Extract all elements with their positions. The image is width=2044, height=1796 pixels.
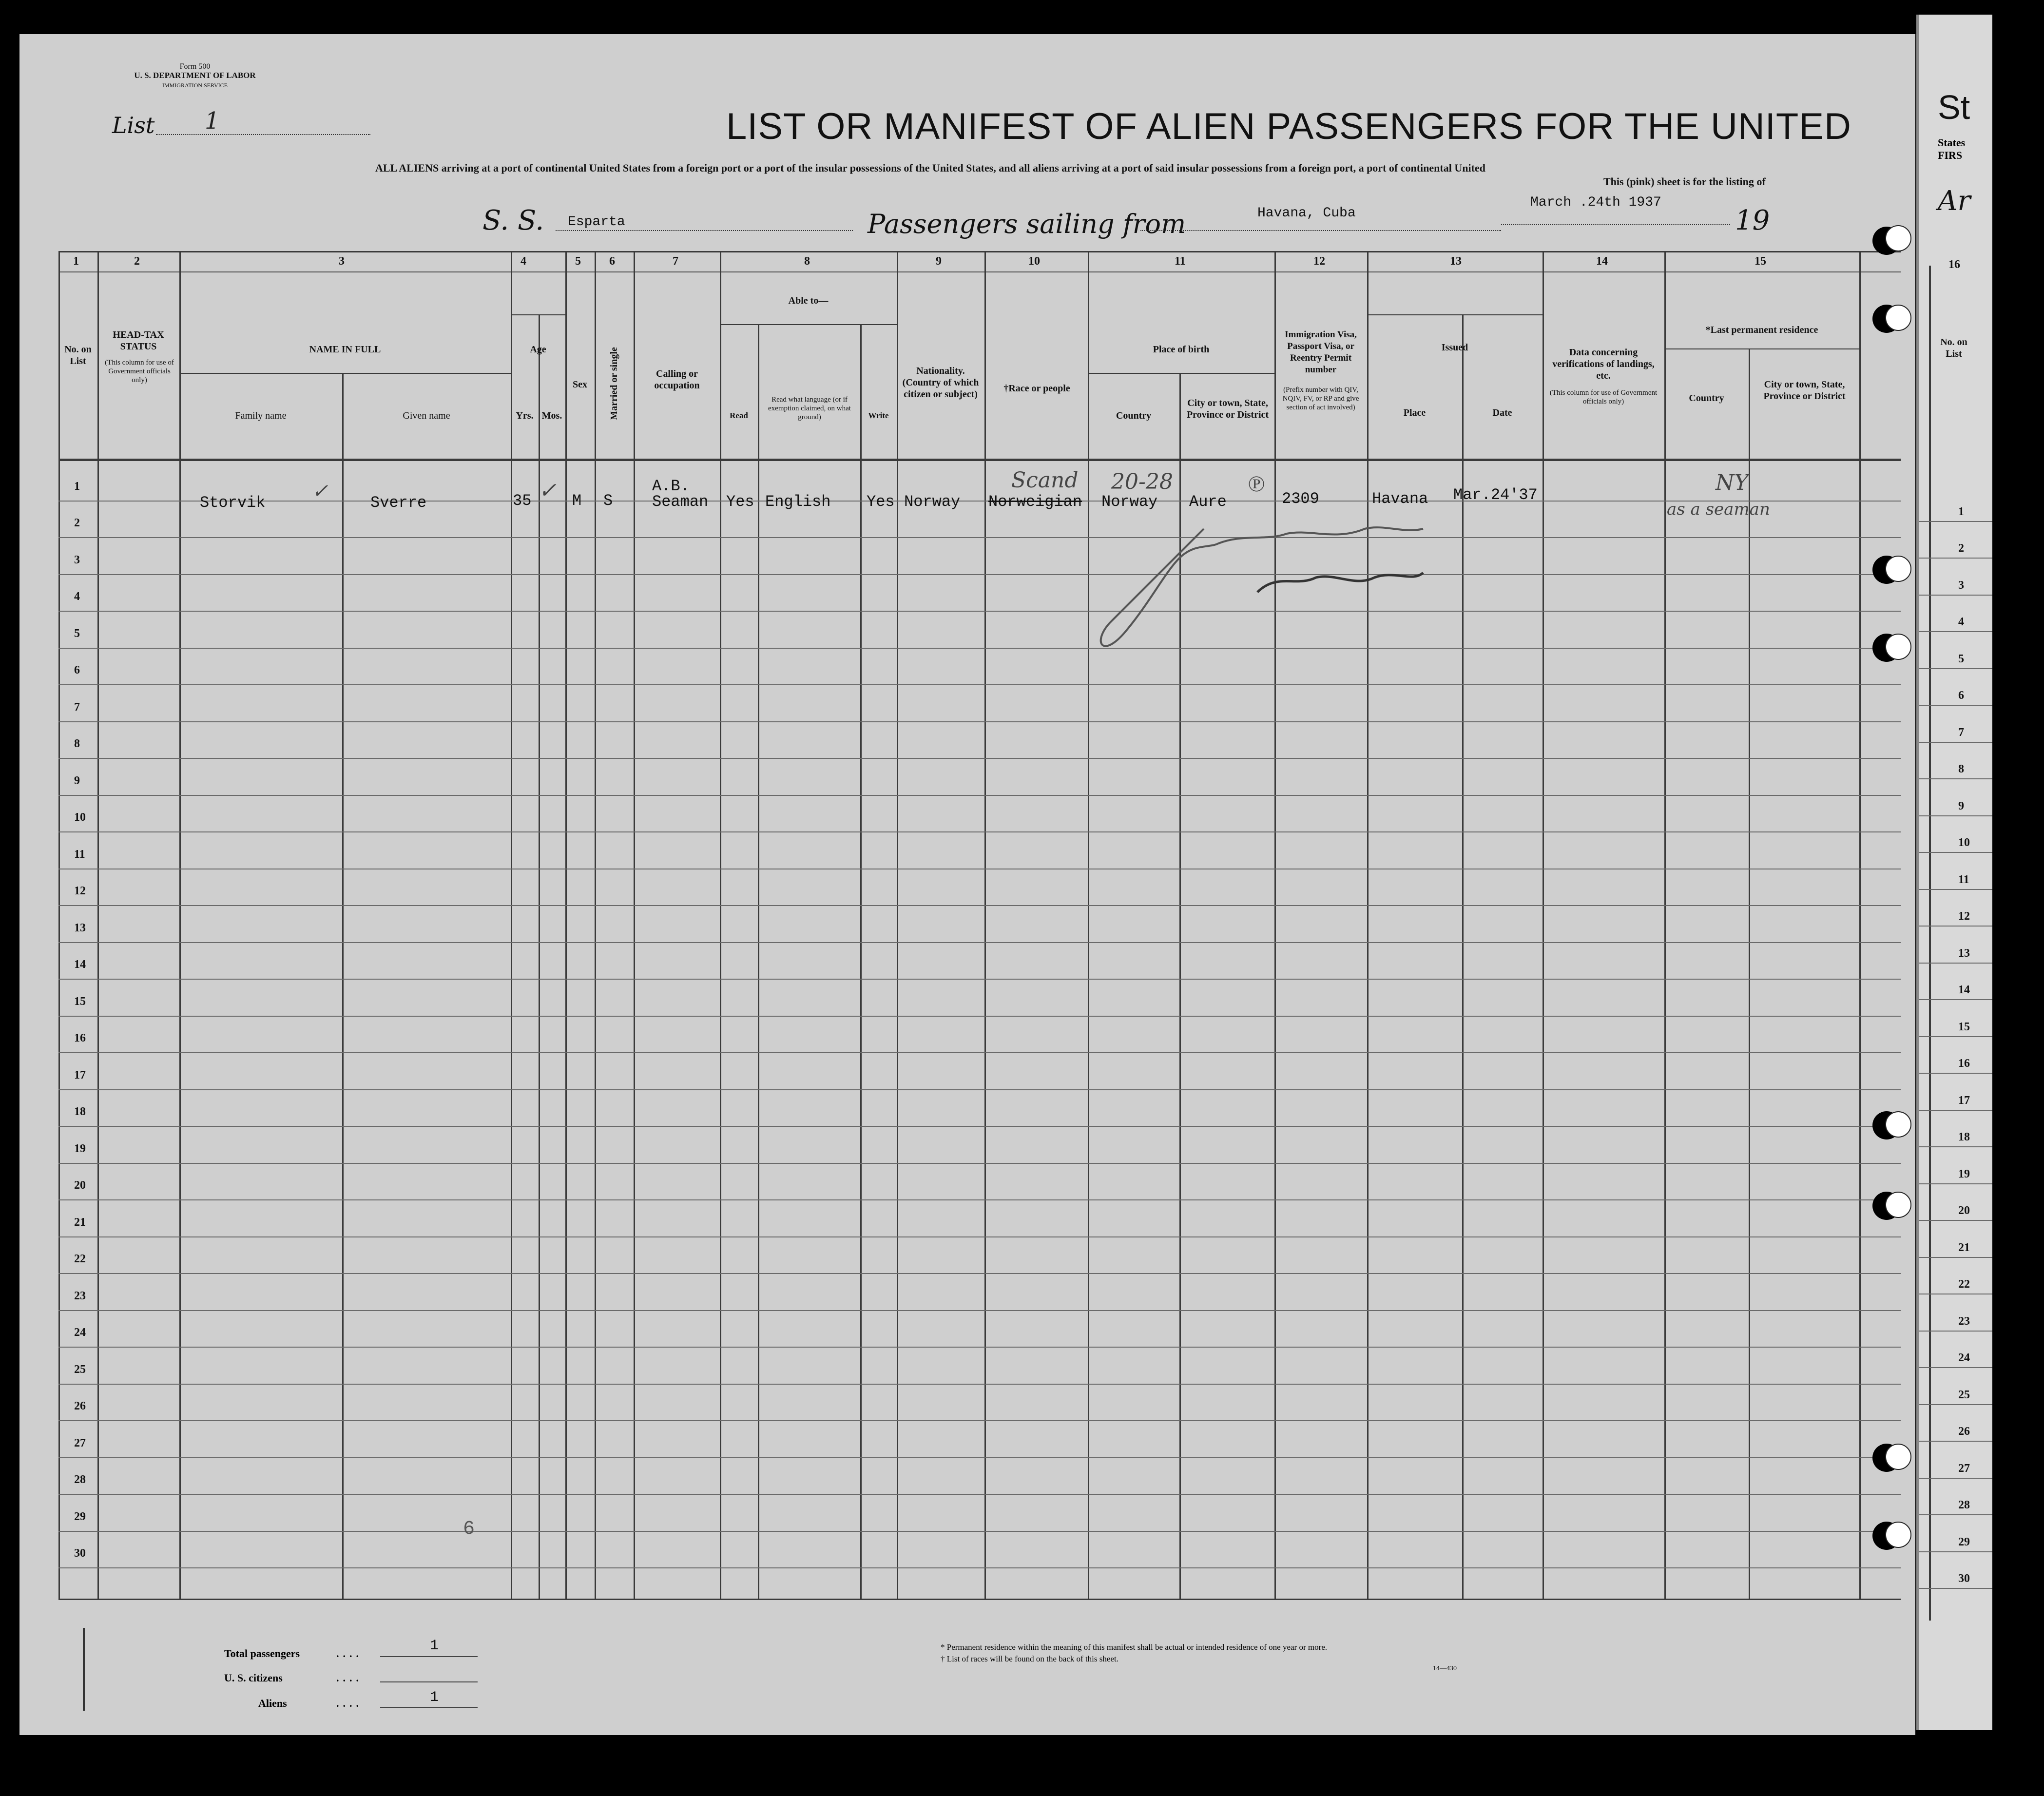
passenger-birth-country: Norway (1101, 493, 1158, 511)
margin-mark (83, 1628, 85, 1711)
row-line (58, 537, 1901, 538)
row-number: 6 (74, 664, 80, 676)
passenger-family-name: Storvik (200, 494, 266, 512)
row-line (58, 1384, 1901, 1385)
row-number: 22 (74, 1253, 86, 1265)
row-number: 1 (74, 480, 80, 493)
col-num-11: 11 (1175, 255, 1186, 268)
adjacent-row-line (1919, 889, 1992, 890)
hdr-sex: Sex (573, 379, 587, 390)
adjacent-row-line (1919, 1441, 1992, 1442)
adjacent-text-ar: Ar (1938, 185, 1971, 217)
adjacent-row-line (1919, 742, 1992, 743)
adjacent-row-number: 5 (1958, 652, 1964, 665)
hdr-write: Write (868, 411, 889, 420)
check-mark-icon: ✓ (312, 480, 328, 502)
passenger-issued-place: Havana (1372, 490, 1428, 508)
row-number: 25 (74, 1363, 86, 1376)
row-line (58, 905, 1901, 906)
binder-hole (1885, 1522, 1911, 1548)
hdr-no-on-list: No. on List (64, 344, 92, 367)
passenger-visa: 2309 (1282, 490, 1319, 508)
passenger-age: 35 (513, 492, 532, 510)
row-line (58, 1457, 1901, 1458)
adjacent-row-number: 19 (1958, 1167, 1970, 1180)
col-num-7: 7 (673, 255, 678, 268)
row-number: 5 (74, 627, 80, 640)
adjacent-row-line (1919, 1036, 1992, 1037)
adjacent-row-number: 28 (1958, 1499, 1970, 1511)
adjacent-row-line (1919, 1551, 1992, 1552)
row-number: 12 (74, 885, 86, 897)
binder-hole (1885, 1444, 1911, 1470)
row-number: 18 (74, 1105, 86, 1118)
adjacent-row-line (1919, 595, 1992, 596)
row-line (58, 1310, 1901, 1311)
adjacent-row-line (1919, 778, 1992, 779)
sailing-line (1140, 230, 1501, 231)
adjacent-row-line (1919, 1073, 1992, 1074)
hdr-family-name: Family name (235, 410, 287, 421)
adjacent-row-number: 7 (1958, 726, 1964, 739)
total-line (380, 1656, 478, 1657)
adjacent-row-number: 21 (1958, 1241, 1970, 1254)
visa-mark: ℗ (1248, 470, 1265, 497)
hdr-head-tax: HEAD-TAX STATUS (113, 329, 164, 352)
adjacent-row-number: 20 (1958, 1204, 1970, 1217)
col-num-10: 10 (1028, 255, 1040, 268)
adjacent-row-line (1919, 1183, 1992, 1184)
binder-hole (1885, 1192, 1911, 1218)
adjacent-row-number: 1 (1958, 505, 1964, 518)
col-num-2: 2 (134, 255, 140, 268)
row-number: 3 (74, 553, 80, 566)
adjacent-row-line (1919, 1110, 1992, 1111)
row-number: 17 (74, 1068, 86, 1081)
adjacent-row-line (1919, 705, 1992, 706)
adjacent-row-line (1919, 521, 1992, 522)
passenger-language: English (765, 493, 831, 511)
total-label: Total passengers (224, 1647, 300, 1660)
col-num-14: 14 (1596, 255, 1608, 268)
footnote-1: * Permanent residence within the meaning of this manifest shall be actual or intended residence of one year or more. (941, 1642, 1328, 1652)
hdr-last-residence: *Last permanent residence (1705, 325, 1818, 335)
adjacent-row-line (1919, 1331, 1992, 1332)
check-mark-icon: ✓ (539, 478, 557, 503)
row-number: 26 (74, 1400, 86, 1412)
binder-hole (1885, 305, 1911, 331)
dots: .... (336, 1647, 363, 1660)
row-line (58, 795, 1901, 796)
adjacent-row-number: 27 (1958, 1462, 1970, 1475)
adjacent-row-number: 10 (1958, 836, 1970, 849)
adjacent-row-number: 26 (1958, 1425, 1970, 1438)
adjacent-title: St (1938, 88, 1970, 126)
adjacent-row-line (1919, 558, 1992, 559)
aliens-line (380, 1707, 478, 1708)
row-line (58, 648, 1901, 649)
residence-hand-2: as a seaman (1667, 500, 1770, 519)
row-number: 21 (74, 1216, 86, 1229)
adjacent-row-number: 6 (1958, 689, 1964, 702)
passenger-read: Yes (726, 493, 754, 511)
aliens-value: 1 (430, 1689, 439, 1706)
list-number: 1 (205, 107, 220, 135)
adjacent-row-line (1919, 668, 1992, 669)
col-num-4: 4 (521, 255, 526, 268)
row-line (58, 1199, 1901, 1200)
adjacent-row-number: 22 (1958, 1278, 1970, 1291)
col-num-1: 1 (73, 255, 79, 268)
binder-hole (1885, 225, 1911, 251)
row-line (58, 1494, 1901, 1495)
hdr-date: Date (1492, 407, 1512, 418)
sailing-date: March .24th 1937 (1530, 195, 1661, 210)
row-line (58, 1236, 1901, 1237)
adjacent-row-number: 8 (1958, 763, 1964, 775)
adjacent-row-line (1919, 1257, 1992, 1258)
hdr-landings: Data concerning verifications of landings, etc. (1552, 347, 1655, 381)
row-line (58, 501, 1901, 502)
adjacent-row-line (1919, 852, 1992, 853)
row-line (58, 721, 1901, 722)
adjacent-line (1929, 266, 1931, 1621)
col-num-3: 3 (339, 255, 345, 268)
adjacent-row-line (1919, 1588, 1992, 1589)
adjacent-text-first: FIRS (1938, 149, 1963, 161)
adjacent-row-number: 13 (1958, 946, 1970, 960)
row-line (58, 1567, 1901, 1568)
row-number: 13 (74, 921, 86, 934)
row-number: 30 (74, 1547, 86, 1560)
row-number: 4 (74, 590, 80, 603)
footnote-code: 14—430 (1433, 1665, 1457, 1672)
row-number: 15 (74, 995, 86, 1008)
dots: .... (336, 1672, 363, 1684)
service-name: IMMIGRATION SERVICE (162, 82, 228, 89)
passenger-calling-2: Seaman (652, 493, 709, 511)
adjacent-row-number: 23 (1958, 1314, 1970, 1328)
row-line (58, 684, 1901, 685)
adjacent-row-line (1919, 926, 1992, 927)
row-number: 28 (74, 1473, 86, 1486)
race-hand-note: Scand (1011, 468, 1079, 493)
citizens-label: U. S. citizens (224, 1672, 283, 1684)
row-number: 19 (74, 1142, 86, 1155)
row-line (58, 1347, 1901, 1348)
row-line (58, 1163, 1901, 1164)
footnote-2: † List of races will be found on the back of this sheet. (941, 1654, 1118, 1663)
adjacent-row-number: 11 (1958, 873, 1969, 886)
passenger-given-name: Sverre (370, 494, 427, 512)
hdr-married: Married or single (609, 347, 619, 420)
aliens-label: Aliens (258, 1697, 287, 1709)
hdr-head-tax-note: (This column for use of Government officials only) (105, 359, 174, 384)
residence-hand-1: NY (1716, 470, 1749, 495)
adjacent-row-number: 9 (1958, 799, 1964, 812)
hdr-read-lang: Read what language (or if exemption claimed, on what ground) (768, 396, 851, 421)
adjacent-row-number: 17 (1958, 1094, 1970, 1107)
subtitle-line1: ALL ALIENS arriving at a port of continental United States from a foreign port or a port of the insular possessions of the United States, and all aliens arriving at a port of said insular possessions from a foreign port, a port of continental United (375, 162, 1485, 174)
row-number: 29 (74, 1510, 86, 1523)
form-number: Form 500 (179, 62, 211, 71)
binder-hole (1885, 556, 1911, 582)
adjacent-row-number: 29 (1958, 1535, 1970, 1548)
row-number: 14 (74, 958, 86, 971)
adjacent-row-number: 12 (1958, 910, 1970, 923)
sailing-label: Passengers sailing from (868, 209, 1186, 239)
subtitle-line2: This (pink) sheet is for the listing of (1603, 175, 1766, 188)
col-num-9: 9 (936, 255, 942, 268)
ship-line (556, 230, 853, 231)
col-num-15: 15 (1755, 255, 1766, 268)
hdr-name-in-full: NAME IN FULL (309, 344, 381, 355)
col-num-5: 5 (575, 255, 581, 268)
adjacent-row-line (1919, 963, 1992, 964)
adjacent-row-line (1919, 1367, 1992, 1368)
dots: .... (336, 1697, 363, 1709)
sailing-from: Havana, Cuba (1257, 206, 1356, 221)
hdr-issued: Issued (1441, 342, 1468, 353)
passenger-nationality: Norway (904, 493, 961, 511)
row-number: 11 (74, 848, 85, 861)
manifest-sheet (19, 34, 1915, 1735)
row-line (58, 1052, 1901, 1053)
passenger-race: Norweigian (988, 493, 1082, 511)
hdr-given-name: Given name (403, 410, 450, 421)
date-line (1501, 224, 1730, 225)
row-line (58, 758, 1901, 759)
row-line (58, 1089, 1901, 1090)
row-number: 2 (74, 517, 80, 529)
year-prefix: 19 (1735, 205, 1770, 236)
passenger-birth-city: Aure (1189, 493, 1227, 511)
ss-label: S. S. (482, 205, 544, 236)
hdr-city: City or town, State, Province or District (1186, 398, 1269, 420)
adjacent-row-number: 18 (1958, 1131, 1970, 1143)
adjacent-row-number: 30 (1958, 1572, 1970, 1585)
adjacent-row-number: 16 (1958, 1057, 1970, 1070)
passenger-issued-date: Mar.24'37 (1453, 486, 1538, 504)
row-line (58, 1531, 1901, 1532)
adjacent-row-line (1919, 1478, 1992, 1479)
col-num-6: 6 (609, 255, 615, 268)
hdr-visa-note: (Prefix number with QIV, NQIV, FV, or RP and give section of act involved) (1282, 386, 1359, 411)
inspector-signature (1082, 514, 1521, 660)
binder-hole (1885, 634, 1911, 660)
row-number: 7 (74, 700, 80, 714)
list-line (156, 134, 370, 135)
col-num-13: 13 (1450, 255, 1462, 268)
passenger-marital: S (603, 492, 613, 510)
row-line (58, 831, 1901, 832)
adjacent-row-number: 24 (1958, 1352, 1970, 1364)
col-num-8: 8 (804, 255, 810, 268)
adjacent-row-number: 14 (1958, 984, 1970, 996)
birth-hand-note: 20-28 (1111, 469, 1173, 494)
manifest-table (58, 251, 1901, 1599)
citizens-line (380, 1681, 478, 1682)
hdr-calling: Calling or occupation (654, 368, 700, 391)
hdr-able-to: Able to— (788, 295, 829, 306)
row-number: 24 (74, 1326, 86, 1339)
hdr-res-city: City or town, State, Province or District (1763, 379, 1846, 402)
row-number: 9 (74, 774, 80, 787)
adjacent-row-line (1919, 1220, 1992, 1221)
hdr-mos: Mos. (541, 410, 562, 421)
adjacent-sheet (1916, 15, 1992, 1730)
hdr-place: Place (1403, 407, 1426, 418)
hdr-yrs: Yrs. (516, 410, 534, 421)
hdr-nationality: Nationality. (Country of which citizen or subject) (902, 366, 979, 400)
hdr-place-of-birth: Place of birth (1153, 344, 1210, 355)
row-line (58, 574, 1901, 575)
ship-name: Esparta (568, 214, 625, 230)
adjacent-row-number: 4 (1958, 616, 1964, 628)
row-number: 8 (74, 737, 80, 750)
hdr-race: †Race or people (1003, 383, 1070, 394)
row-number: 27 (74, 1436, 86, 1449)
row-number: 16 (74, 1032, 86, 1044)
adjacent-row-line (1919, 631, 1992, 632)
passenger-write: Yes (867, 493, 895, 511)
row-line (58, 1420, 1901, 1421)
row-line (58, 611, 1901, 612)
adjacent-row-number: 25 (1958, 1388, 1970, 1401)
adjacent-row-line (1919, 1404, 1992, 1405)
row-line (58, 1273, 1901, 1274)
col-num-12: 12 (1313, 255, 1325, 268)
row-line (58, 1016, 1901, 1017)
department-name: U. S. DEPARTMENT OF LABOR (134, 71, 256, 80)
hdr-res-country: Country (1689, 393, 1724, 404)
row-line (58, 979, 1901, 980)
row-line (58, 1126, 1901, 1127)
row-number: 10 (74, 811, 86, 824)
hdr-country: Country (1116, 410, 1152, 421)
binder-hole (1885, 1111, 1911, 1138)
hdr-read: Read (730, 411, 748, 420)
adjacent-row-number: 2 (1958, 542, 1964, 555)
adjacent-row-number: 15 (1958, 1020, 1970, 1033)
row-number: 20 (74, 1179, 86, 1192)
list-label: List (112, 112, 155, 138)
misc-mark: 6 (463, 1518, 475, 1540)
page-title: LIST OR MANIFEST OF ALIEN PASSENGERS FOR THE UNITED (726, 106, 1851, 147)
adjacent-row-number: 3 (1958, 579, 1964, 592)
total-value: 1 (430, 1638, 439, 1654)
adjacent-no-on-list: No. on List (1940, 337, 1967, 359)
passenger-sex: M (572, 492, 582, 510)
hdr-visa: Immigration Visa, Passport Visa, or Reentry Permit number (1285, 329, 1357, 375)
adjacent-col-num: 16 (1948, 258, 1960, 271)
adjacent-row-line (1919, 815, 1992, 816)
row-line (58, 942, 1901, 943)
adjacent-row-line (1919, 1146, 1992, 1147)
hdr-age: Age (530, 344, 546, 355)
passenger-calling-1: A.B. (652, 477, 690, 495)
row-number: 23 (74, 1289, 86, 1302)
adjacent-row-line (1919, 999, 1992, 1000)
adjacent-text-states: States (1938, 136, 1966, 149)
hdr-landings-note: (This column for use of Government officials only) (1549, 389, 1658, 406)
adjacent-row-line (1919, 1514, 1992, 1515)
